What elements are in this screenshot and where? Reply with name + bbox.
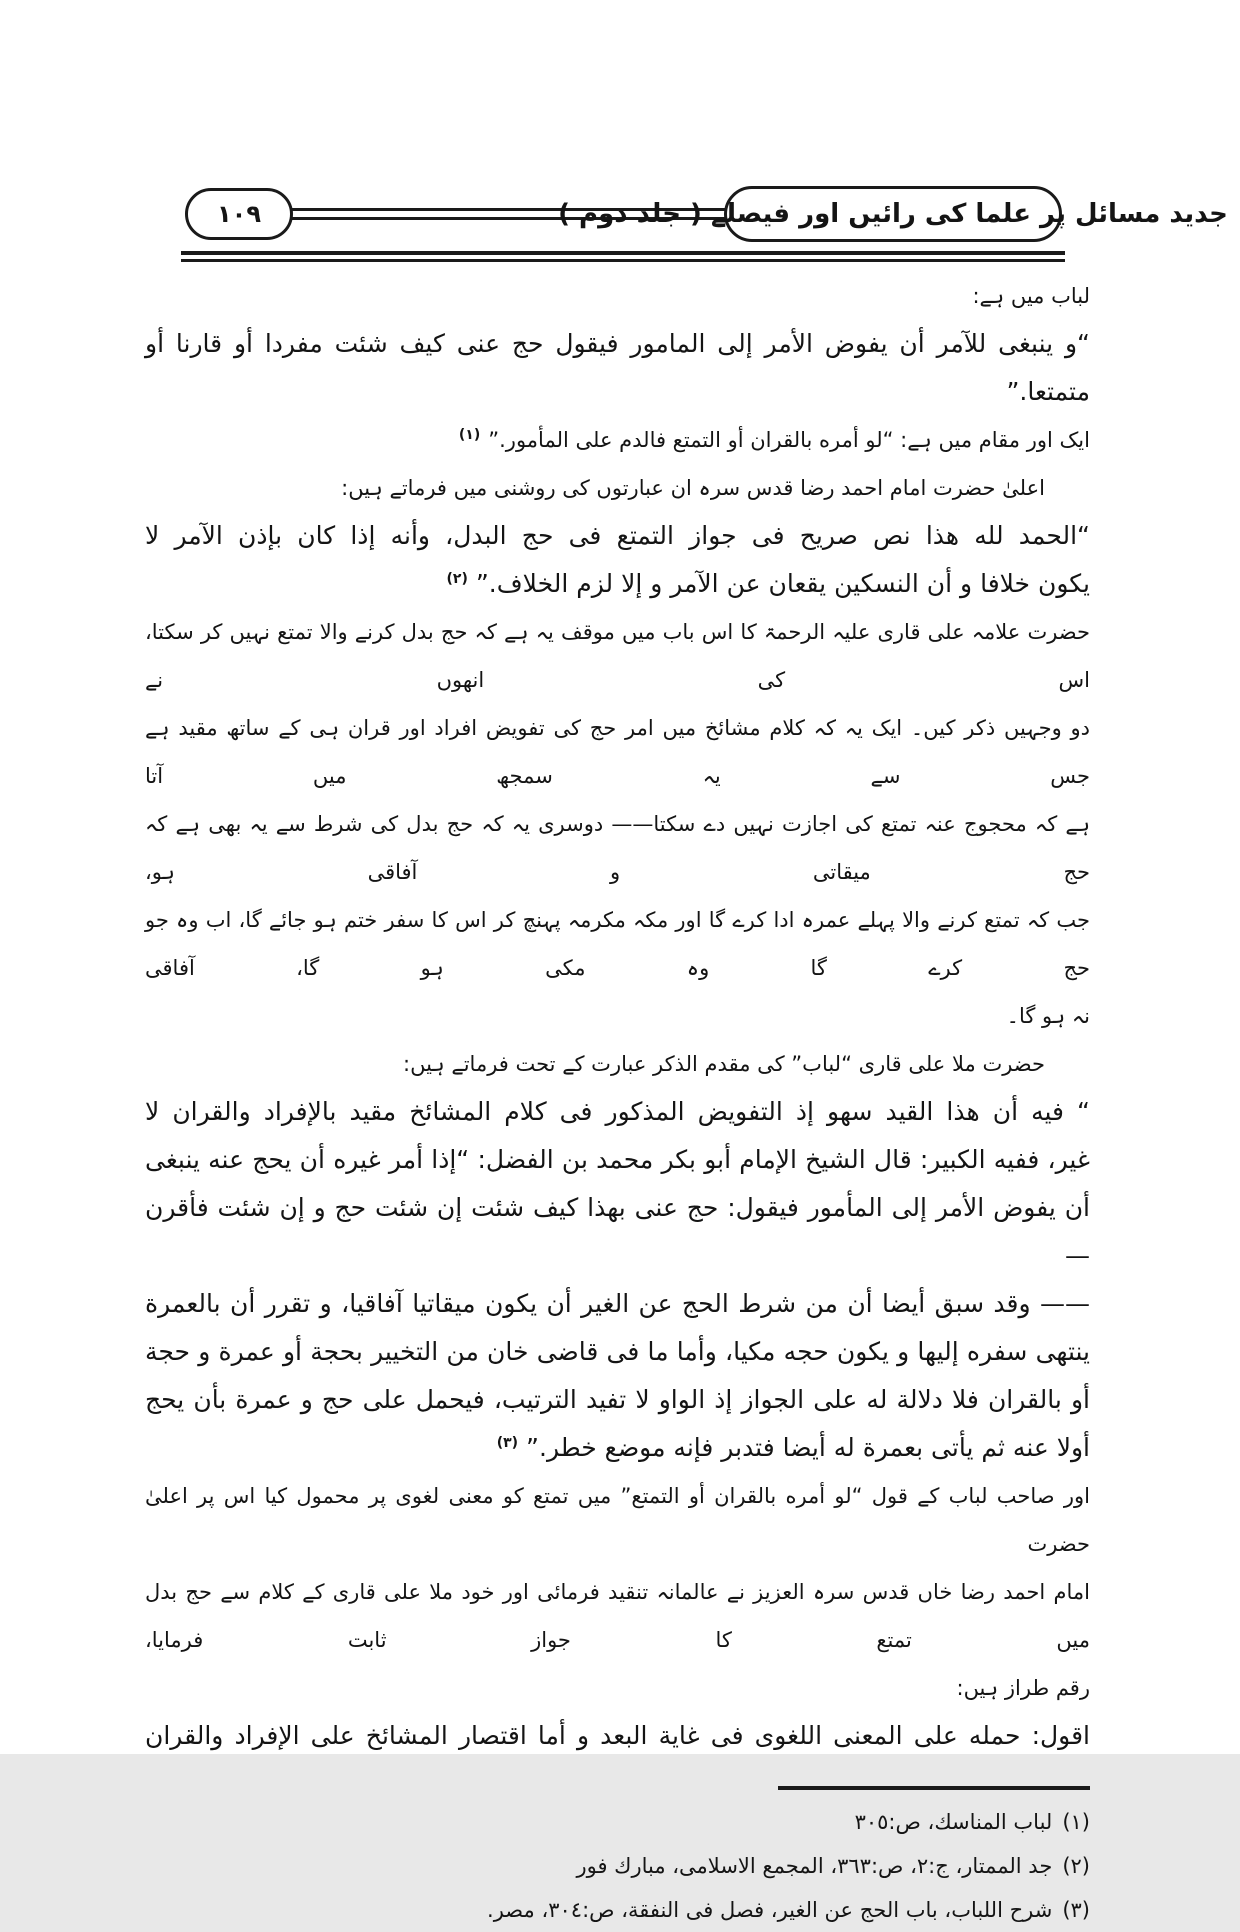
body-text: [145, 272, 1090, 1760]
text-line: [145, 512, 1090, 560]
text-line: [145, 272, 1090, 320]
book-title-badge: [558, 186, 1228, 242]
text-line-content: اعلیٰ حضرت امام احمد رضا قدس سرہ ان عبارتوں کی روشنی میں فرماتے ہیں:: [341, 476, 1045, 500]
footnote-item: [145, 1844, 1090, 1888]
text-line: [145, 1376, 1090, 1424]
text-line-content: أولا عنه ثم يأتى بعمرة له أيضا فتدبر فإنه موضع خطر.”: [526, 1433, 1090, 1462]
text-line: [145, 704, 1090, 800]
text-line: [145, 1712, 1090, 1760]
text-line-content: اقول: حمله على المعنى اللغوى فى غاية البعد و أما اقتصار المشائخ على الإفراد والقران: [145, 1721, 1090, 1750]
footnotes: [145, 1800, 1090, 1932]
header-double-rule: [181, 251, 1065, 262]
text-line: [145, 896, 1090, 992]
text-line-content: نہ ہو گا۔: [1006, 1004, 1090, 1028]
text-line: [145, 1184, 1090, 1280]
footnote-marker: (١): [458, 427, 481, 443]
text-line-content: “و ينبغى للآمر أن يفوض الأمر إلى المامور فيقول حج عنى كيف شئت مفردا أو قارنا أو متمتعا.”: [145, 329, 1090, 406]
text-line: [145, 608, 1090, 704]
text-line: [145, 1040, 1090, 1088]
footnote-marker: (٣): [496, 1434, 519, 1451]
text-line: [145, 320, 1090, 416]
page-number-badge: [185, 188, 293, 240]
footnote-marker: (٢): [446, 570, 468, 587]
text-line-content: لباب میں ہے:: [972, 284, 1090, 308]
text-line-content: “ فيه أن هذا القيد سهو إذ التفويض المذكور فى كلام المشائخ مقيد بالإفراد والقران لا: [145, 1097, 1090, 1126]
text-line-content: غير، ففيه الكبير: قال الشيخ الإمام أبو بكر محمد بن الفضل: “إذا أمر غيره أن يحج عنه ينبغى: [145, 1145, 1090, 1174]
book-title: جدید مسائل پر علما کی رائیں اور فیصلے ( جلد دوم ): [558, 199, 1228, 229]
footnote-separator: [778, 1786, 1090, 1790]
footnote-number: (٢): [1062, 1854, 1090, 1878]
text-line: [145, 1136, 1090, 1184]
text-line-content: حضرت علامہ علی قاری علیہ الرحمۃ کا اس باب میں موقف یہ ہے کہ حج بدل کرنے والا تمتع نہیں کر سکتا، اس کی انھوں نے: [145, 620, 1090, 692]
footnote-item: [145, 1800, 1090, 1844]
text-line-content: ایک اور مقام میں ہے: “لو أمره بالقران أو التمتع فالدم على المأمور.”: [488, 428, 1090, 452]
page-number: ۱۰۹: [217, 200, 261, 228]
text-line-content: “الحمد لله هذا نص صريح فى جواز التمتع فى حج البدل، وأنه إذا كان بإذن الآمر لا: [145, 521, 1090, 550]
text-line-content: رقم طراز ہیں:: [956, 1676, 1090, 1700]
footnote-text: لباب المناسك، ص:٣٠٥: [854, 1810, 1053, 1834]
text-line: [145, 1568, 1090, 1664]
footnote-item: [145, 1888, 1090, 1932]
text-line-content: ينتهى سفره إليها و يكون حجه مكيا، وأما ما فى قاضى خان من التخيير بحجة أو عمرة و حجة: [145, 1337, 1090, 1366]
footnote-text: جد الممتار، ج:٢، ص:٣٦٣، المجمع الاسلامى، مبارك فور: [576, 1854, 1053, 1878]
text-line: [145, 1328, 1090, 1376]
text-line-content: امام احمد رضا خاں قدس سرہ العزیز نے عالمانہ تنقید فرمائی اور خود ملا علی قاری کے کلام سے حج بدل میں تمتع کا جواز ثابت فرمایا،: [145, 1580, 1090, 1652]
text-line-content: أو بالقران فلا دلالة له على الجواز إذ الواو لا تفيد الترتيب، فيحمل على حج و عمرة بأن يحج: [145, 1385, 1090, 1414]
text-line: [145, 464, 1090, 512]
text-line-content: يكون خلافا و أن النسكين يقعان عن الآمر و إلا لزم الخلاف.”: [475, 569, 1090, 598]
text-line: [145, 560, 1090, 608]
text-line-content: دو وجہیں ذکر کیں۔ ایک یہ کہ کلام مشائخ میں امر حج کی تفویض افراد اور قران ہی کے ساتھ مقید ہے جس سے یہ سمجھ میں آتا: [145, 716, 1090, 788]
text-line: [145, 1088, 1090, 1136]
text-line: [145, 992, 1090, 1040]
text-line: [145, 1280, 1090, 1328]
text-line-content: جب کہ تمتع کرنے والا پہلے عمرہ ادا کرے گا اور مکہ مکرمہ پہنچ کر اس کا سفر ختم ہو جائے گا، اب وہ جو حج کرے گا وہ مکی ہو گا، آفاقی: [145, 908, 1090, 980]
text-line: [145, 1424, 1090, 1472]
page-body: [145, 272, 1090, 1932]
text-line: [145, 1472, 1090, 1568]
text-line: [145, 416, 1090, 464]
text-line-content: ہے کہ محجوج عنہ تمتع کی اجازت نہیں دے سکتا—— دوسری یہ کہ حج بدل کی شرط سے یہ بھی ہے کہ حج میقاتی و آفاقی ہو،: [145, 812, 1090, 884]
text-line-content: حضرت ملا علی قاری “لباب” کی مقدم الذکر عبارت کے تحت فرماتے ہیں:: [403, 1052, 1045, 1076]
footnote-text: شرح اللباب، باب الحج عن الغير، فصل فى النفقة، ص:٣٠٤، مصر.: [487, 1898, 1053, 1922]
footnote-number: (٣): [1062, 1898, 1090, 1922]
text-line-content: أن يفوض الأمر إلى المأمور فيقول: حج عنى بهذا كيف شئت إن شئت حج و إن شئت فأقرن —: [145, 1193, 1090, 1270]
footnote-number: (١): [1062, 1810, 1090, 1834]
page-header: [185, 186, 1228, 242]
text-line: [145, 1664, 1090, 1712]
text-line-content: —— وقد سبق أيضا أن من شرط الحج عن الغير أن يكون ميقاتيا آفاقيا، و تقرر أن بالعمرة: [145, 1289, 1090, 1318]
text-line-content: اور صاحب لباب کے قول “لو أمره بالقران أو التمتع” میں تمتع کو معنی لغوی پر محمول کیا اس پر اعلیٰ حضرت: [145, 1484, 1090, 1556]
text-line: [145, 800, 1090, 896]
